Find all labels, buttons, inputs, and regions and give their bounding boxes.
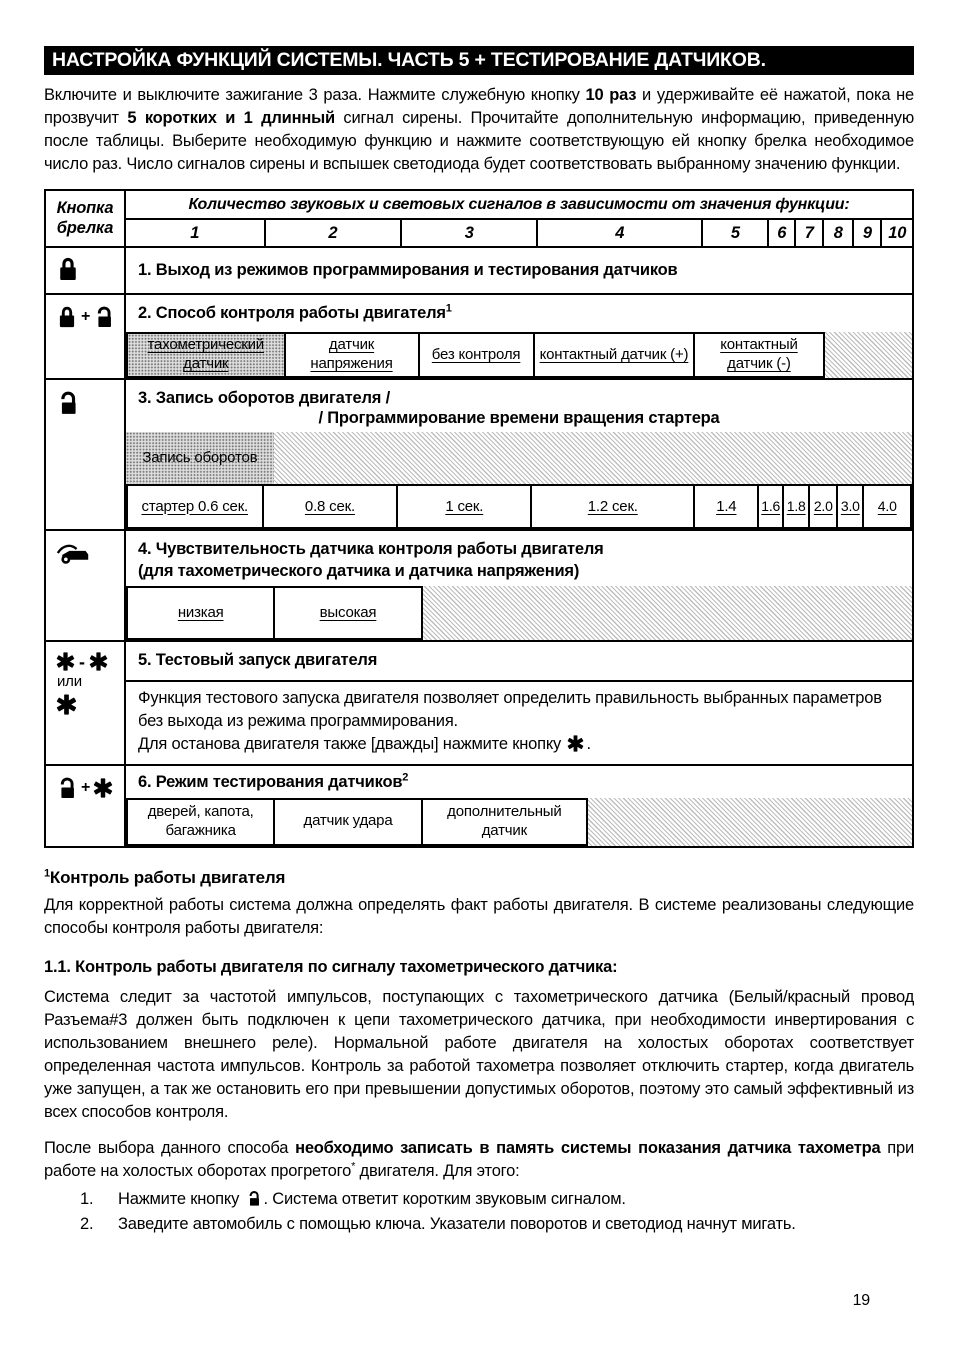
value-cell: дополнительный датчик (421, 798, 588, 846)
list-text-part: Заведите автомобиль с помощью ключа. Указатели поворотов и светодиод начнут мигать. (118, 1214, 796, 1233)
function-table (44, 189, 914, 848)
value-cell: 4.0 (862, 484, 912, 529)
intro-paragraph (44, 84, 914, 176)
lock-open-icon (93, 305, 115, 329)
footnote-ref-2: 2 (402, 771, 409, 784)
asterisk-icon (56, 652, 75, 671)
or-label: или (57, 673, 82, 691)
unavailable-values-hatch (588, 798, 912, 846)
page-title: НАСТРОЙКА ФУНКЦИЙ СИСТЕМЫ. ЧАСТЬ 5 + ТЕСТИРОВАНИЕ ДАТЧИКОВ. (44, 46, 914, 75)
section-1-1-heading: 1.1. Контроль работы двигателя по сигналу тахометрического датчика: (44, 957, 618, 976)
value-cell: без контроля (418, 332, 535, 378)
lock-closed-icon (56, 256, 80, 282)
description-text: . (586, 734, 591, 753)
intro-bold-signals: 5 коротких и 1 длинный (127, 109, 335, 127)
lock-closed-icon (56, 305, 78, 329)
value-cell-selected: тахометрический датчик (126, 332, 286, 378)
intro-text: сигнал сирены. Прочитайте дополнительную информацию, приведенную после таблицы. Выберите необходимую функцию и нажмите соответствующую ей кнопку брелка необходимое число раз. Число сигналов сирены и вспышек светодиода будет соответствовать выбранному значению функции. (44, 109, 914, 173)
asterisk-footnote-marker: * (351, 1160, 356, 1173)
row1-icon-cell (46, 248, 126, 293)
function-title-line2: / Программирование времени вращения стартера (318, 409, 720, 428)
asterisk-icon (89, 652, 108, 671)
function-title: 1. Выход из режимов программирования и тестирования датчиков (138, 260, 678, 279)
value-cell: 3.0 (836, 484, 864, 529)
value-cell: 1.8 (782, 484, 810, 529)
row2-icons (56, 305, 115, 329)
row5-icons (56, 652, 108, 671)
asterisk-icon (93, 778, 113, 798)
list-text-part: Нажмите кнопку (118, 1189, 244, 1208)
section-1-1-paragraph: Система следит за частотой импульсов, поступающих с тахометрического датчика (Белый/красный провод Разъема#3 должен быть подключен к цепи тахометрического датчика, при необходимости инвертирования с использованием внешнего реле). Нормальной работе двигателя на холостых оборотах соответствует определенная частота импульсов. Контроль за работой тахометра позволяет отключить стартер, когда двигатель уже запущен, а так же остановить его при превышении допустимых оборотов, поэтому это самый эффективный из всех способов контроля. (44, 987, 914, 1121)
column-number: 1 (190, 223, 200, 242)
value-cell: высокая (273, 586, 422, 640)
function-title: 3. Запись оборотов двигателя / (138, 389, 390, 407)
unavailable-values-hatch (825, 332, 912, 378)
row3-content (126, 380, 912, 529)
value-cell: датчик напряжения (284, 332, 420, 378)
row6-icons (56, 776, 113, 800)
intro-bold-presses: 10 раз (585, 86, 637, 104)
after-text: После выбора данного способа (44, 1138, 296, 1157)
row6-icon-cell (46, 766, 126, 846)
row4-icon-cell (46, 531, 126, 640)
row5-content (126, 642, 912, 763)
lock-open-icon (246, 1190, 262, 1207)
plus-sign: + (81, 308, 91, 325)
unavailable-values-hatch (423, 586, 912, 640)
row2-icon-cell (46, 295, 126, 378)
column-number: 4 (536, 220, 701, 246)
dash-sign: - (79, 651, 85, 672)
value-cell: датчик удара (273, 798, 422, 846)
function-row-5 (46, 640, 912, 763)
footnote-1-title: Контроль работы двигателя (49, 867, 286, 887)
row6-content (126, 766, 912, 846)
intro-text: Включите и выключите зажигание 3 раза. Нажмите служебную кнопку (44, 86, 586, 104)
function-title-line2: (для тахометрического датчика и датчика напряжения) (138, 561, 580, 580)
row2-content (126, 295, 912, 378)
row3-values-strip (126, 484, 912, 529)
signals-header-label: Количество звуковых и световых сигналов в зависимости от значения функции: (188, 196, 850, 213)
footnote-1-heading (44, 868, 914, 888)
list-number: 2. (80, 1214, 94, 1233)
numbered-list (80, 1187, 914, 1237)
function-title (126, 766, 912, 797)
function-row-6 (46, 764, 912, 846)
column-number: 9 (852, 220, 880, 246)
row4-content (126, 531, 912, 640)
asterisk-icon (567, 735, 584, 752)
row3-record-strip (126, 432, 912, 484)
after-selection-paragraph (44, 1137, 914, 1183)
function-title (126, 295, 912, 328)
value-cell: контактный датчик (-) (693, 332, 824, 378)
car-hood-open-icon (56, 541, 90, 566)
value-cell: контактный датчик (+) (533, 332, 696, 378)
function-title: 5. Тестовый запуск двигателя (126, 642, 912, 681)
function-title: 4. Чувствительность датчика контроля работы двигателя (138, 540, 604, 559)
column-number: 8 (822, 220, 852, 246)
description-text: Функция тестового запуска двигателя позволяет определить правильность выбранных параметров без выхода из режима программирования. (138, 688, 882, 730)
function-title-text: 6. Режим тестирования датчиков (138, 772, 403, 791)
column-number: 2 (264, 220, 401, 246)
list-text (118, 1212, 796, 1237)
footnote-1-paragraph: Для корректной работы система должна определять факт работы двигателя. В системе реализованы следующие способы контроля работы двигателя: (44, 895, 914, 937)
row5-description (126, 682, 912, 764)
signals-header-cell (126, 191, 912, 246)
value-cell: 1 сек. (396, 484, 532, 529)
value-cell: 1.4 (693, 484, 759, 529)
footnote-1-marker: 1 (44, 867, 50, 880)
row5-icon-cell (46, 642, 126, 763)
value-cell: 2.0 (808, 484, 838, 529)
intro-text: и удерживайте её нажатой, пока не прозвучит (44, 86, 914, 127)
function-row-4 (46, 529, 912, 640)
list-number: 1. (80, 1189, 94, 1208)
table-header-row (46, 191, 912, 246)
function-row-1 (46, 246, 912, 293)
list-text-part: . Система ответит коротким звуковым сигналом. (263, 1189, 626, 1208)
after-text: двигателя. Для этого: (355, 1161, 520, 1180)
value-cell: 0.8 сек. (262, 484, 399, 529)
column-number: 7 (794, 220, 822, 246)
value-cell: 1.6 (757, 484, 784, 529)
value-columns-row (126, 218, 912, 246)
value-cell-selected: Запись оборотов (126, 432, 274, 484)
after-bold: необходимо записать в память системы показания датчика тахометра (295, 1138, 881, 1157)
lock-open-icon (56, 390, 80, 416)
after-text: при работе на холостых оборотах прогретого (44, 1138, 914, 1180)
lock-open-icon (56, 776, 78, 800)
row4-values-strip (126, 586, 912, 640)
asterisk-icon (56, 694, 77, 715)
row3-icon-cell (46, 380, 126, 529)
column-number: 3 (400, 220, 536, 246)
list-item (80, 1212, 914, 1237)
list-text (118, 1187, 626, 1212)
row1-content (126, 248, 912, 293)
column-number: 6 (767, 220, 794, 246)
footnote-ref-1: 1 (445, 302, 452, 315)
row6-values-strip (126, 798, 912, 846)
unavailable-values-hatch (274, 432, 912, 484)
value-cell: дверей, капота, багажника (126, 798, 275, 846)
keyfob-column-header: Кнопка брелка (46, 191, 126, 246)
function-title-text: 2. Способ контроля работы двигателя (138, 304, 446, 322)
list-item (80, 1187, 914, 1212)
value-cell: стартер 0.6 сек. (126, 484, 264, 529)
description-text: Для останова двигателя также [дважды] нажмите кнопку (138, 734, 566, 753)
column-number: 10 (880, 220, 912, 246)
page-number: 19 (852, 1292, 870, 1309)
plus-sign: + (81, 778, 91, 796)
function-row-3 (46, 378, 912, 529)
function-row-2 (46, 293, 912, 378)
row2-values-strip (126, 332, 912, 378)
value-cell: низкая (126, 586, 275, 640)
value-cell: 1.2 сек. (530, 484, 695, 529)
column-number: 5 (701, 220, 767, 246)
